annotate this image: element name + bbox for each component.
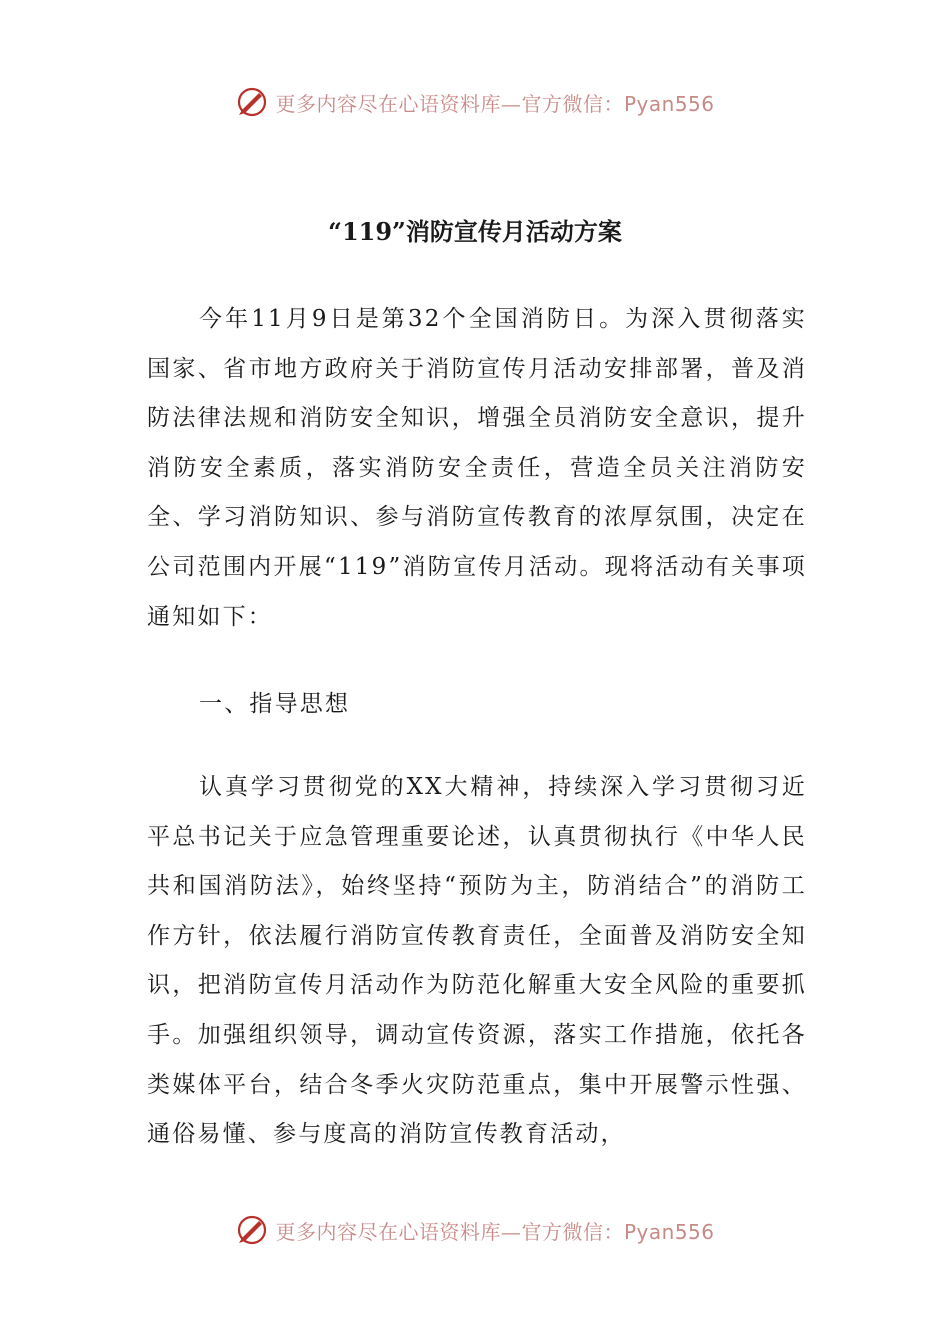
banner-text: [275, 1216, 714, 1245]
pen-circle-logo-icon: [235, 1213, 269, 1247]
document-title: “119”消防宣传月活动方案: [328, 217, 622, 246]
header-banner: [0, 82, 950, 122]
intro-paragraph: 今年11月9日是第32个全国消防日。为深入贯彻落实国家、省市地方政府关于消防宣传月活动安排部署，普及消防法律法规和消防安全知识，增强全员消防安全意识，提升消防安全素质，落实消防安全责任，营造全员关注消防安全、学习消防知识、参与消防宣传教育的浓厚氛围，决定在公司范围内开展“119”消防宣传月活动。现将活动有关事项通知如下：: [147, 306, 807, 630]
pen-circle-logo-icon: [235, 85, 269, 119]
banner-slogan: 更多内容尽在心语资料库—官方微信：: [275, 1219, 624, 1244]
section-heading-guiding-ideology: 一、指导思想: [199, 691, 351, 717]
banner-wechat-id: Pyan556: [623, 1219, 715, 1244]
section-body-guiding-ideology: 认真学习贯彻党的XX大精神，持续深入学习贯彻习近平总书记关于应急管理重要论述，认真贯彻执行《中华人民共和国消防法》，始终坚持“预防为主，防消结合”的消防工作方针，依法履行消防宣传教育责任，全面普及消防安全知识，把消防宣传月活动作为防范化解重大安全风险的重要抓手。加强组织领导，调动宣传资源，落实工作措施，依托各类媒体平台，结合冬季火灾防范重点，集中开展警示性强、通俗易懂、参与度高的消防宣传教育活动，: [147, 774, 807, 1148]
footer-banner: [0, 1210, 950, 1250]
banner-slogan: 更多内容尽在心语资料库—官方微信：: [275, 91, 624, 116]
banner-wechat-id: Pyan556: [623, 91, 715, 116]
banner-text: [275, 88, 714, 117]
